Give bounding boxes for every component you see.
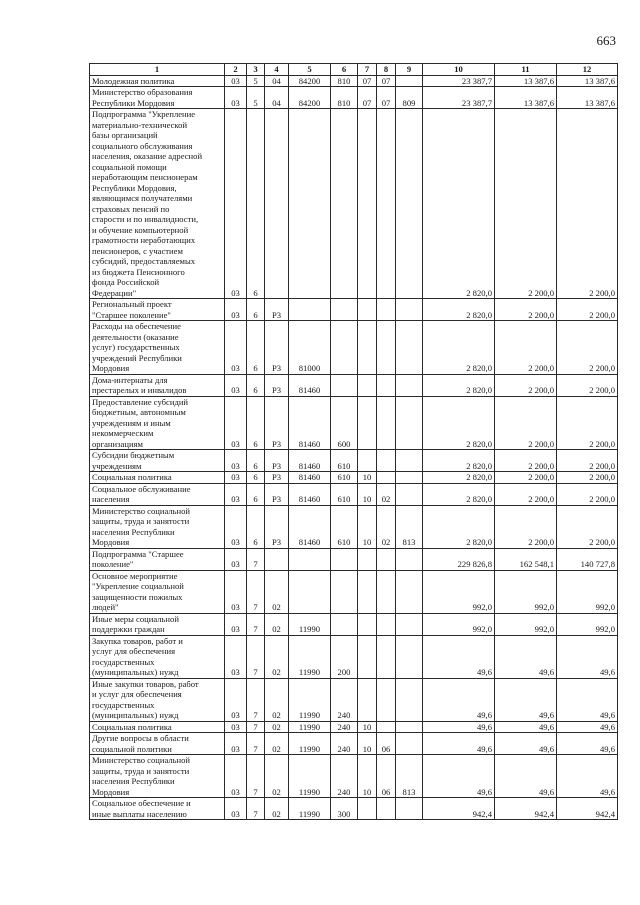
- table-row: [90, 472, 618, 484]
- code-cell: 07: [358, 75, 377, 87]
- code-cell: [396, 548, 423, 570]
- code-cell: [377, 396, 396, 450]
- table-row: [90, 570, 618, 613]
- code-cell: 03: [225, 299, 247, 321]
- code-cell: 240: [331, 721, 358, 733]
- code-cell: 6: [247, 472, 265, 484]
- amount-cell: 49,6: [495, 635, 557, 678]
- amount-cell: 49,6: [423, 635, 495, 678]
- code-cell: 6: [247, 109, 265, 299]
- column-header-3: 3: [247, 64, 265, 76]
- code-cell: 03: [225, 733, 247, 755]
- code-cell: 06: [377, 755, 396, 798]
- table-row: [90, 798, 618, 820]
- code-cell: 03: [225, 87, 247, 109]
- code-cell: 03: [225, 635, 247, 678]
- row-name-cell: Основное мероприятие "Укрепление социальной защищенности пожилых людей": [90, 570, 225, 613]
- amount-cell: 23 387,7: [423, 87, 495, 109]
- code-cell: 240: [331, 755, 358, 798]
- code-cell: 610: [331, 472, 358, 484]
- code-cell: [289, 299, 331, 321]
- amount-cell: 229 826,8: [423, 548, 495, 570]
- amount-cell: 2 200,0: [557, 505, 618, 548]
- column-header-2: 2: [225, 64, 247, 76]
- code-cell: 03: [225, 109, 247, 299]
- code-cell: 02: [265, 798, 289, 820]
- amount-cell: 49,6: [557, 635, 618, 678]
- code-cell: 11990: [289, 721, 331, 733]
- column-header-6: 6: [331, 64, 358, 76]
- code-cell: 03: [225, 613, 247, 635]
- code-cell: 7: [247, 721, 265, 733]
- code-cell: 7: [247, 613, 265, 635]
- code-cell: [331, 299, 358, 321]
- code-cell: 02: [265, 755, 289, 798]
- amount-cell: 2 200,0: [495, 109, 557, 299]
- amount-cell: 992,0: [423, 570, 495, 613]
- row-name-cell: Другие вопросы в области социальной политики: [90, 733, 225, 755]
- code-cell: [377, 472, 396, 484]
- amount-cell: 942,4: [423, 798, 495, 820]
- code-cell: 03: [225, 374, 247, 396]
- amount-cell: 2 820,0: [423, 505, 495, 548]
- code-cell: [289, 570, 331, 613]
- code-cell: 84200: [289, 87, 331, 109]
- code-cell: 81000: [289, 321, 331, 375]
- amount-cell: 992,0: [495, 570, 557, 613]
- code-cell: [265, 548, 289, 570]
- code-cell: [396, 109, 423, 299]
- code-cell: 03: [225, 678, 247, 721]
- amount-cell: 13 387,6: [557, 75, 618, 87]
- code-cell: 03: [225, 483, 247, 505]
- amount-cell: 992,0: [495, 613, 557, 635]
- amount-cell: 13 387,6: [557, 87, 618, 109]
- amount-cell: 49,6: [495, 678, 557, 721]
- code-cell: 11990: [289, 635, 331, 678]
- code-cell: [331, 374, 358, 396]
- code-cell: [396, 299, 423, 321]
- amount-cell: 992,0: [557, 613, 618, 635]
- code-cell: [358, 548, 377, 570]
- amount-cell: 49,6: [423, 721, 495, 733]
- table-row: [90, 396, 618, 450]
- table-row: [90, 109, 618, 299]
- code-cell: 6: [247, 450, 265, 472]
- code-cell: 11990: [289, 798, 331, 820]
- code-cell: 03: [225, 321, 247, 375]
- amount-cell: 23 387,7: [423, 75, 495, 87]
- code-cell: 240: [331, 678, 358, 721]
- code-cell: 809: [396, 87, 423, 109]
- header-row: [90, 64, 618, 76]
- code-cell: P3: [265, 374, 289, 396]
- code-cell: 240: [331, 733, 358, 755]
- code-cell: [331, 548, 358, 570]
- row-name-cell: Иные меры социальной поддержки граждан: [90, 613, 225, 635]
- code-cell: 5: [247, 75, 265, 87]
- code-cell: P3: [265, 505, 289, 548]
- table-row: [90, 75, 618, 87]
- code-cell: [396, 635, 423, 678]
- code-cell: [396, 733, 423, 755]
- code-cell: 07: [377, 87, 396, 109]
- column-header-11: 11: [495, 64, 557, 76]
- amount-cell: 49,6: [557, 755, 618, 798]
- code-cell: 03: [225, 548, 247, 570]
- code-cell: [396, 798, 423, 820]
- code-cell: [377, 109, 396, 299]
- code-cell: [377, 798, 396, 820]
- code-cell: 7: [247, 635, 265, 678]
- amount-cell: 2 200,0: [495, 472, 557, 484]
- amount-cell: 2 820,0: [423, 299, 495, 321]
- row-name-cell: Министерство образования Республики Мордовия: [90, 87, 225, 109]
- table-row: [90, 321, 618, 375]
- code-cell: 810: [331, 87, 358, 109]
- code-cell: 81460: [289, 450, 331, 472]
- code-cell: [377, 374, 396, 396]
- page-number: 663: [596, 33, 616, 48]
- code-cell: 610: [331, 450, 358, 472]
- code-cell: P3: [265, 450, 289, 472]
- code-cell: 81460: [289, 374, 331, 396]
- code-cell: 04: [265, 75, 289, 87]
- code-cell: [377, 299, 396, 321]
- code-cell: [358, 321, 377, 375]
- code-cell: 5: [247, 87, 265, 109]
- table-row: [90, 721, 618, 733]
- amount-cell: 2 200,0: [557, 472, 618, 484]
- code-cell: 02: [265, 721, 289, 733]
- row-name-cell: Предоставление субсидий бюджетным, автономным учреждениям и иным некоммерческим организациям: [90, 396, 225, 450]
- column-header-1: 1: [90, 64, 225, 76]
- code-cell: 11990: [289, 678, 331, 721]
- code-cell: 813: [396, 755, 423, 798]
- amount-cell: 2 200,0: [495, 321, 557, 375]
- column-header-12: 12: [557, 64, 618, 76]
- row-name-cell: Региональный проект "Старшее поколение": [90, 299, 225, 321]
- table-row: [90, 450, 618, 472]
- code-cell: 03: [225, 755, 247, 798]
- amount-cell: 2 200,0: [495, 396, 557, 450]
- table-row: [90, 87, 618, 109]
- code-cell: P3: [265, 299, 289, 321]
- code-cell: 04: [265, 87, 289, 109]
- code-cell: [331, 109, 358, 299]
- code-cell: [331, 321, 358, 375]
- code-cell: 610: [331, 505, 358, 548]
- row-name-cell: Иные закупки товаров, работ и услуг для обеспечения государственных (муниципальных) нужд: [90, 678, 225, 721]
- code-cell: [377, 450, 396, 472]
- code-cell: [358, 798, 377, 820]
- code-cell: [377, 548, 396, 570]
- code-cell: 02: [265, 635, 289, 678]
- code-cell: [396, 321, 423, 375]
- code-cell: 02: [265, 570, 289, 613]
- code-cell: [358, 450, 377, 472]
- amount-cell: 2 200,0: [495, 374, 557, 396]
- amount-cell: 942,4: [495, 798, 557, 820]
- code-cell: 200: [331, 635, 358, 678]
- code-cell: 6: [247, 505, 265, 548]
- code-cell: 03: [225, 505, 247, 548]
- code-cell: 03: [225, 75, 247, 87]
- amount-cell: 13 387,6: [495, 75, 557, 87]
- column-header-9: 9: [396, 64, 423, 76]
- code-cell: [377, 678, 396, 721]
- code-cell: [289, 548, 331, 570]
- code-cell: [377, 570, 396, 613]
- amount-cell: 49,6: [557, 678, 618, 721]
- code-cell: [396, 396, 423, 450]
- amount-cell: 49,6: [423, 755, 495, 798]
- code-cell: 300: [331, 798, 358, 820]
- amount-cell: 49,6: [557, 733, 618, 755]
- code-cell: [396, 678, 423, 721]
- code-cell: 610: [331, 483, 358, 505]
- amount-cell: 2 820,0: [423, 472, 495, 484]
- code-cell: [396, 483, 423, 505]
- amount-cell: 2 200,0: [495, 505, 557, 548]
- code-cell: 6: [247, 321, 265, 375]
- code-cell: 02: [265, 678, 289, 721]
- code-cell: 06: [377, 733, 396, 755]
- code-cell: [358, 613, 377, 635]
- amount-cell: 2 820,0: [423, 321, 495, 375]
- table-row: [90, 733, 618, 755]
- code-cell: [377, 613, 396, 635]
- code-cell: [377, 321, 396, 375]
- code-cell: 10: [358, 483, 377, 505]
- code-cell: 10: [358, 733, 377, 755]
- code-cell: [396, 450, 423, 472]
- amount-cell: 2 820,0: [423, 374, 495, 396]
- code-cell: [331, 613, 358, 635]
- amount-cell: 13 387,6: [495, 87, 557, 109]
- column-header-5: 5: [289, 64, 331, 76]
- code-cell: 7: [247, 798, 265, 820]
- code-cell: 81460: [289, 483, 331, 505]
- code-cell: [396, 472, 423, 484]
- code-cell: 03: [225, 721, 247, 733]
- code-cell: 10: [358, 505, 377, 548]
- code-cell: 7: [247, 733, 265, 755]
- row-name-cell: Закупка товаров, работ и услуг для обеспечения государственных (муниципальных) нужд: [90, 635, 225, 678]
- row-name-cell: Министерство социальной защиты, труда и занятости населения Республики Мордовия: [90, 755, 225, 798]
- table-row: [90, 635, 618, 678]
- row-name-cell: Социальное обслуживание населения: [90, 483, 225, 505]
- code-cell: 03: [225, 450, 247, 472]
- code-cell: 02: [265, 613, 289, 635]
- column-header-4: 4: [265, 64, 289, 76]
- row-name-cell: Молодежная политика: [90, 75, 225, 87]
- code-cell: [265, 109, 289, 299]
- code-cell: 11990: [289, 733, 331, 755]
- code-cell: 7: [247, 570, 265, 613]
- amount-cell: 2 200,0: [557, 396, 618, 450]
- amount-cell: 2 200,0: [495, 483, 557, 505]
- row-name-cell: Расходы на обеспечение деятельности (оказание услуг) государственных учреждений Республики Мордовия: [90, 321, 225, 375]
- code-cell: [358, 635, 377, 678]
- row-name-cell: Социальная политика: [90, 472, 225, 484]
- table-row: [90, 613, 618, 635]
- code-cell: 02: [377, 505, 396, 548]
- column-header-10: 10: [423, 64, 495, 76]
- table-row: [90, 374, 618, 396]
- amount-cell: 49,6: [423, 733, 495, 755]
- row-name-cell: Социальное обеспечение и иные выплаты населению: [90, 798, 225, 820]
- code-cell: 6: [247, 299, 265, 321]
- code-cell: 7: [247, 678, 265, 721]
- amount-cell: 2 820,0: [423, 483, 495, 505]
- amount-cell: 2 200,0: [557, 109, 618, 299]
- code-cell: [358, 396, 377, 450]
- amount-cell: 992,0: [423, 613, 495, 635]
- code-cell: 84200: [289, 75, 331, 87]
- code-cell: [396, 613, 423, 635]
- code-cell: [358, 299, 377, 321]
- code-cell: 81460: [289, 396, 331, 450]
- amount-cell: 2 200,0: [495, 450, 557, 472]
- amount-cell: 49,6: [495, 733, 557, 755]
- code-cell: 03: [225, 472, 247, 484]
- code-cell: 600: [331, 396, 358, 450]
- code-cell: [396, 570, 423, 613]
- code-cell: 03: [225, 396, 247, 450]
- code-cell: [331, 570, 358, 613]
- code-cell: 03: [225, 798, 247, 820]
- row-name-cell: Министерство социальной защиты, труда и занятости населения Республики Мордовия: [90, 505, 225, 548]
- code-cell: 81460: [289, 472, 331, 484]
- amount-cell: 140 727,8: [557, 548, 618, 570]
- code-cell: P3: [265, 321, 289, 375]
- table-body: [90, 75, 618, 820]
- code-cell: 6: [247, 396, 265, 450]
- code-cell: [396, 374, 423, 396]
- row-name-cell: Дома-интернаты для престарелых и инвалидов: [90, 374, 225, 396]
- amount-cell: 49,6: [423, 678, 495, 721]
- code-cell: 6: [247, 374, 265, 396]
- code-cell: 10: [358, 721, 377, 733]
- amount-cell: 2 200,0: [557, 374, 618, 396]
- table-row: [90, 299, 618, 321]
- code-cell: 810: [331, 75, 358, 87]
- code-cell: [396, 75, 423, 87]
- amount-cell: 2 200,0: [557, 450, 618, 472]
- code-cell: [289, 109, 331, 299]
- code-cell: [377, 635, 396, 678]
- code-cell: P3: [265, 472, 289, 484]
- code-cell: [358, 374, 377, 396]
- table-row: [90, 548, 618, 570]
- amount-cell: 992,0: [557, 570, 618, 613]
- amount-cell: 162 548,1: [495, 548, 557, 570]
- amount-cell: 2 200,0: [557, 321, 618, 375]
- code-cell: 10: [358, 755, 377, 798]
- column-header-7: 7: [358, 64, 377, 76]
- code-cell: 10: [358, 472, 377, 484]
- code-cell: 81460: [289, 505, 331, 548]
- code-cell: P3: [265, 483, 289, 505]
- code-cell: 07: [358, 87, 377, 109]
- row-name-cell: Подпрограмма "Старшее поколение": [90, 548, 225, 570]
- column-header-8: 8: [377, 64, 396, 76]
- row-name-cell: Подпрограмма "Укрепление материально-технической базы организаций социального обслуживания населения, оказание адресной социальной помощи неработающим пенсионерам Республики Мордовия, являющимся получателями страховых пенсий по старости и по инвалидности, и обучение компьютерной грамотности неработающих пенсионеров, с участием субсидий, предоставляемых из бюджета Пенсионного фонда Российской Федерации": [90, 109, 225, 299]
- amount-cell: 2 200,0: [557, 483, 618, 505]
- row-name-cell: Субсидии бюджетным учреждениям: [90, 450, 225, 472]
- code-cell: [377, 721, 396, 733]
- amount-cell: 2 820,0: [423, 450, 495, 472]
- code-cell: [358, 678, 377, 721]
- code-cell: 02: [265, 733, 289, 755]
- table-row: [90, 483, 618, 505]
- code-cell: 03: [225, 570, 247, 613]
- amount-cell: 2 200,0: [495, 299, 557, 321]
- code-cell: 813: [396, 505, 423, 548]
- amount-cell: 2 820,0: [423, 396, 495, 450]
- amount-cell: 49,6: [557, 721, 618, 733]
- amount-cell: 49,6: [495, 755, 557, 798]
- budget-table: [89, 63, 618, 820]
- code-cell: 11990: [289, 613, 331, 635]
- code-cell: [358, 570, 377, 613]
- table-row: [90, 755, 618, 798]
- amount-cell: 2 200,0: [557, 299, 618, 321]
- code-cell: 02: [377, 483, 396, 505]
- amount-cell: 49,6: [495, 721, 557, 733]
- code-cell: 11990: [289, 755, 331, 798]
- code-cell: [396, 721, 423, 733]
- code-cell: 6: [247, 483, 265, 505]
- code-cell: 07: [377, 75, 396, 87]
- code-cell: 7: [247, 548, 265, 570]
- table-row: [90, 678, 618, 721]
- code-cell: [358, 109, 377, 299]
- code-cell: P3: [265, 396, 289, 450]
- code-cell: 7: [247, 755, 265, 798]
- row-name-cell: Социальная политика: [90, 721, 225, 733]
- amount-cell: 2 820,0: [423, 109, 495, 299]
- table-row: [90, 505, 618, 548]
- amount-cell: 942,4: [557, 798, 618, 820]
